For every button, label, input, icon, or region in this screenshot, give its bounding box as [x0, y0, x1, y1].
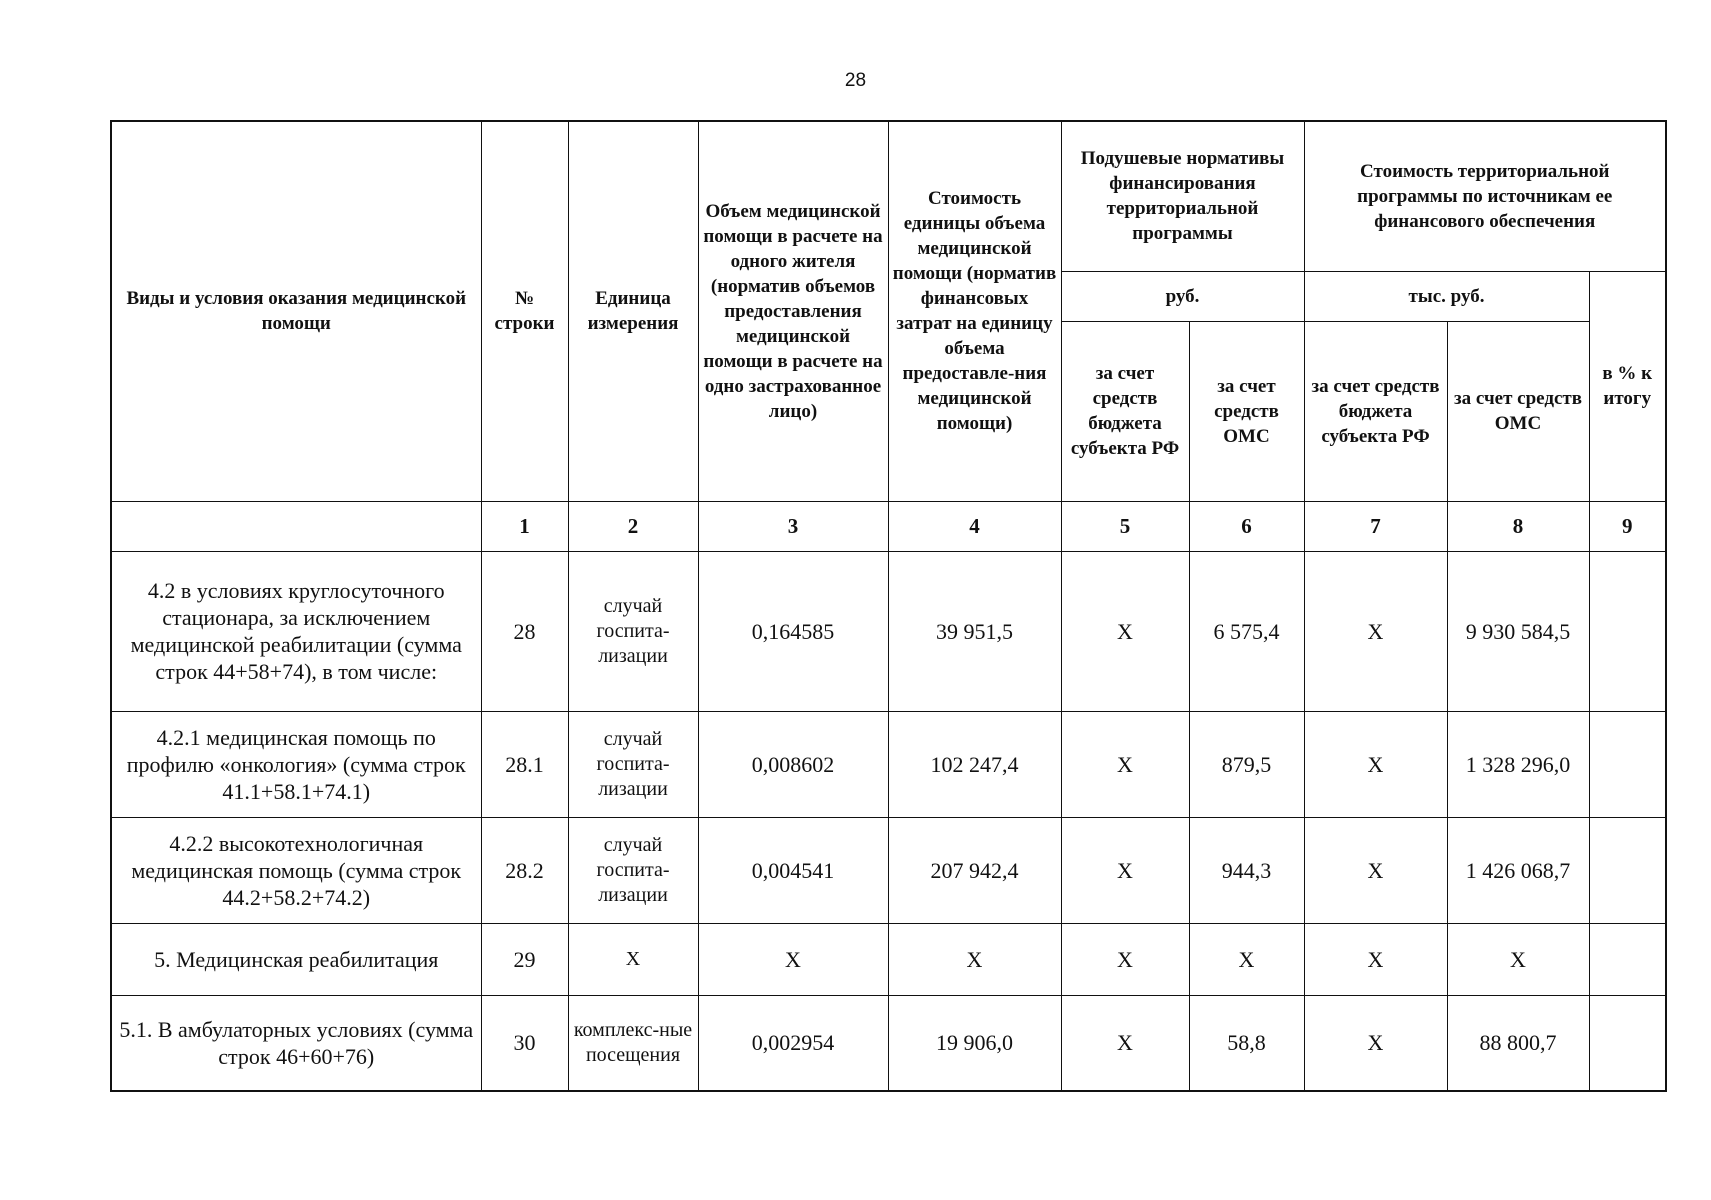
column-number: 7 — [1304, 501, 1447, 551]
row-number: 28.2 — [481, 817, 568, 923]
row-percent — [1589, 995, 1666, 1091]
header-pc-budget: за счет средств бюджета субъекта РФ — [1061, 321, 1189, 501]
table-row — [111, 995, 1666, 1091]
row-tp-budget: X — [1304, 995, 1447, 1091]
row-pc-budget: X — [1061, 995, 1189, 1091]
row-volume: 0,008602 — [698, 711, 888, 817]
row-tp-oms: 88 800,7 — [1447, 995, 1589, 1091]
row-unit: случай госпита-лизации — [568, 711, 698, 817]
row-tp-budget: X — [1304, 817, 1447, 923]
row-service-type: 4.2.1 медицинская помощь по профилю «онкология» (сумма строк 41.1+58.1+74.1) — [111, 711, 481, 817]
row-pc-budget: X — [1061, 551, 1189, 711]
header-percent: в % к итогу — [1589, 271, 1666, 501]
row-number: 28 — [481, 551, 568, 711]
row-pc-oms: 944,3 — [1189, 817, 1304, 923]
row-tp-oms: X — [1447, 923, 1589, 995]
row-unit-cost: 39 951,5 — [888, 551, 1061, 711]
table-row — [111, 923, 1666, 995]
row-unit: случай госпита-лизации — [568, 817, 698, 923]
row-pc-oms: X — [1189, 923, 1304, 995]
row-pc-oms: 6 575,4 — [1189, 551, 1304, 711]
header-program-cost-group: Стоимость территориальной программы по источникам ее финансового обеспечения — [1304, 121, 1666, 271]
row-unit-cost: 19 906,0 — [888, 995, 1061, 1091]
row-tp-budget: X — [1304, 923, 1447, 995]
header-tp-oms: за счет средств ОМС — [1447, 321, 1589, 501]
header-pc-oms: за счет средств ОМС — [1189, 321, 1304, 501]
header-unit: Единица измерения — [568, 121, 698, 501]
row-unit: случай госпита-лизации — [568, 551, 698, 711]
column-number: 1 — [481, 501, 568, 551]
column-number: 6 — [1189, 501, 1304, 551]
row-percent — [1589, 923, 1666, 995]
row-unit-cost: 102 247,4 — [888, 711, 1061, 817]
header-volume: Объем медицинской помощи в расчете на одного жителя (норматив объемов предоставления медицинской помощи в расчете на одно застрахованное лицо) — [698, 121, 888, 501]
row-pc-budget: X — [1061, 817, 1189, 923]
row-pc-budget: X — [1061, 923, 1189, 995]
row-tp-budget: X — [1304, 711, 1447, 817]
row-service-type: 4.2 в условиях круглосуточного стационара, за исключением медицинской реабилитации (сумма строк 44+58+74), в том числе: — [111, 551, 481, 711]
row-unit-cost: X — [888, 923, 1061, 995]
row-tp-oms: 1 426 068,7 — [1447, 817, 1589, 923]
column-number-blank — [111, 501, 481, 551]
column-number: 3 — [698, 501, 888, 551]
header-tp-budget: за счет средств бюджета субъекта РФ — [1304, 321, 1447, 501]
table-row — [111, 711, 1666, 817]
header-unit-cost: Стоимость единицы объема медицинской помощи (норматив финансовых затрат на единицу объема предоставле-ния медицинской помощи) — [888, 121, 1061, 501]
row-unit: комплекс-ные посещения — [568, 995, 698, 1091]
table-row — [111, 551, 1666, 711]
row-tp-budget: X — [1304, 551, 1447, 711]
header-service-type: Виды и условия оказания медицинской помощи — [111, 121, 481, 501]
row-volume: 0,004541 — [698, 817, 888, 923]
row-pc-oms: 58,8 — [1189, 995, 1304, 1091]
row-volume: 0,002954 — [698, 995, 888, 1091]
row-pc-oms: 879,5 — [1189, 711, 1304, 817]
row-tp-oms: 1 328 296,0 — [1447, 711, 1589, 817]
column-number: 9 — [1589, 501, 1666, 551]
row-pc-budget: X — [1061, 711, 1189, 817]
column-number: 4 — [888, 501, 1061, 551]
row-service-type: 5.1. В амбулаторных условиях (сумма строк 46+60+76) — [111, 995, 481, 1091]
column-number: 8 — [1447, 501, 1589, 551]
row-number: 28.1 — [481, 711, 568, 817]
row-volume: X — [698, 923, 888, 995]
row-percent — [1589, 711, 1666, 817]
row-tp-oms: 9 930 584,5 — [1447, 551, 1589, 711]
header-thous-rub: тыс. руб. — [1304, 271, 1589, 321]
table-row — [111, 817, 1666, 923]
page-number: 28 — [844, 70, 867, 91]
row-percent — [1589, 817, 1666, 923]
row-percent — [1589, 551, 1666, 711]
row-unit: X — [568, 923, 698, 995]
header-per-capita-group: Подушевые нормативы финансирования территориальной программы — [1061, 121, 1304, 271]
row-service-type: 5. Медицинская реабилитация — [111, 923, 481, 995]
row-service-type: 4.2.2 высокотехнологичная медицинская помощь (сумма строк 44.2+58.2+74.2) — [111, 817, 481, 923]
row-number: 29 — [481, 923, 568, 995]
row-volume: 0,164585 — [698, 551, 888, 711]
header-rub: руб. — [1061, 271, 1304, 321]
column-number: 5 — [1061, 501, 1189, 551]
row-unit-cost: 207 942,4 — [888, 817, 1061, 923]
row-number: 30 — [481, 995, 568, 1091]
column-number: 2 — [568, 501, 698, 551]
header-row-number: № строки — [481, 121, 568, 501]
financing-table — [110, 120, 1667, 1092]
